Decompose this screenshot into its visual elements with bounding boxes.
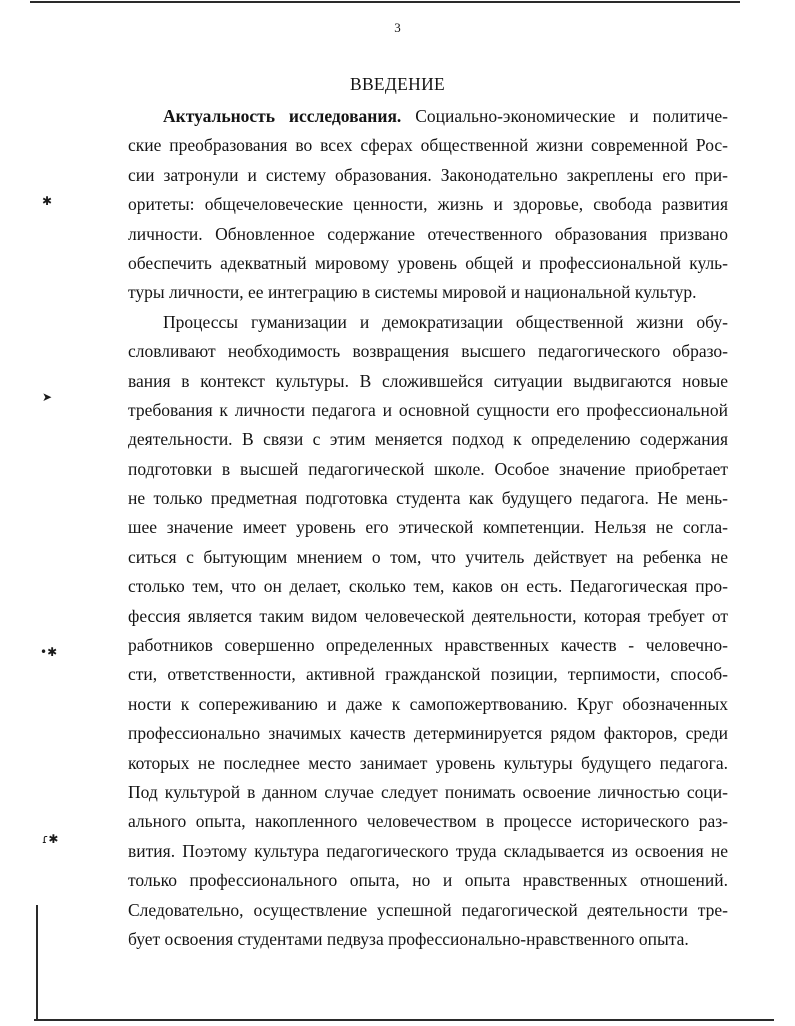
body-text [128,102,728,954]
paragraph-2-line: не только предметная подготовка студента как будущего педагога. Не мень- [128,488,728,509]
paragraph-2-line: требования к личности педагога и основной сущности его профессиональной [128,399,728,420]
paragraph-2-line: фессия является таким видом человеческой деятельности, которая требует от [128,605,728,626]
paragraph-2-line: деятельности. В связи с этим меняется подход к определению содержания [128,429,728,450]
margin-mark-1: ✱ [42,194,53,208]
paragraph-2-line: бует освоения студентами педвуза профессионально-нравственного опыта. [128,928,689,949]
paragraph-1-line: сии затронули и систему образования. Законодательно закреплены его при- [128,164,728,185]
paragraph-2-line: вития. Поэтому культура педагогического труда складывается из освоения не [128,840,728,861]
lead-phrase: Актуальность исследования. [163,106,402,126]
margin-mark-3: •✱ [40,645,58,659]
scan-border-bottom [34,1019,774,1021]
lead-rest: Социально-экономические и политиче- [401,106,728,126]
scan-border-left [36,905,38,1019]
margin-mark-4: ɾ✱ [42,832,59,846]
paragraph-1-line: ские преобразования во всех сферах общественной жизни современной Рос- [128,135,728,156]
paragraph-2-line: ального опыта, накопленного человечеством в процессе исторического раз- [128,811,728,832]
paragraph-2-line: ности к сопереживанию и даже к самопожертвованию. Круг обозначенных [128,693,728,714]
paragraph-2-line: сти, ответственности, активной гражданской позиции, терпимости, способ- [128,664,728,685]
paragraph-2-line: словливают необходимость возвращения высшего педагогического образо- [128,341,728,362]
paragraph-1-line: туры личности, ее интеграцию в системы мировой и национальной культур. [128,282,697,303]
paragraph-2-line: вания в контекст культуры. В сложившейся ситуации выдвигаются новые [128,370,728,391]
paragraph-1-line: обеспечить адекватный мировому уровень общей и профессиональной куль- [128,252,728,273]
paragraph-2-line: Под культурой в данном случае следует понимать освоение личностью соци- [128,781,728,802]
paragraph-2-line: шее значение имеет уровень его этической компетенции. Нельзя не согла- [128,517,728,538]
paragraph-2-line: работников совершенно определенных нравственных качеств - человечно- [128,635,728,656]
paragraph-2-line: Следовательно, осуществление успешной педагогической деятельности тре- [128,899,728,920]
paragraph-2-line: подготовки в высшей педагогической школе. Особое значение приобретает [128,458,728,479]
page-number: 3 [394,20,401,35]
margin-mark-2: ➤ [42,390,53,404]
paragraph-2 [128,308,728,955]
paragraph-2-line: которых не последнее место занимает уровень культуры будущего педагога. [128,752,728,773]
paragraph-2-line: профессионально значимых качеств детерминируется рядом факторов, среди [128,723,728,744]
paragraph-2-line: ситься с бытующим мнением о том, что учитель действует на ребенка не [128,546,728,567]
paragraph-2-line: Процессы гуманизации и демократизации общественной жизни обу- [163,311,728,332]
paragraph-1-line [128,102,728,131]
paragraph-1-line: оритеты: общечеловеческие ценности, жизнь и здоровье, свобода развития [128,194,728,215]
scan-border-top [30,1,740,3]
paragraph-2-line: только профессионального опыта, но и опыта нравственных отношений. [128,870,728,891]
paragraph-2-line: столько тем, что он делает, сколько тем, каков он есть. Педагогическая про- [128,576,728,597]
section-heading: ВВЕДЕНИЕ [349,74,446,94]
paragraph-1-line: личности. Обновленное содержание отечественного образования призвано [128,223,728,244]
paragraph-1 [128,102,728,308]
